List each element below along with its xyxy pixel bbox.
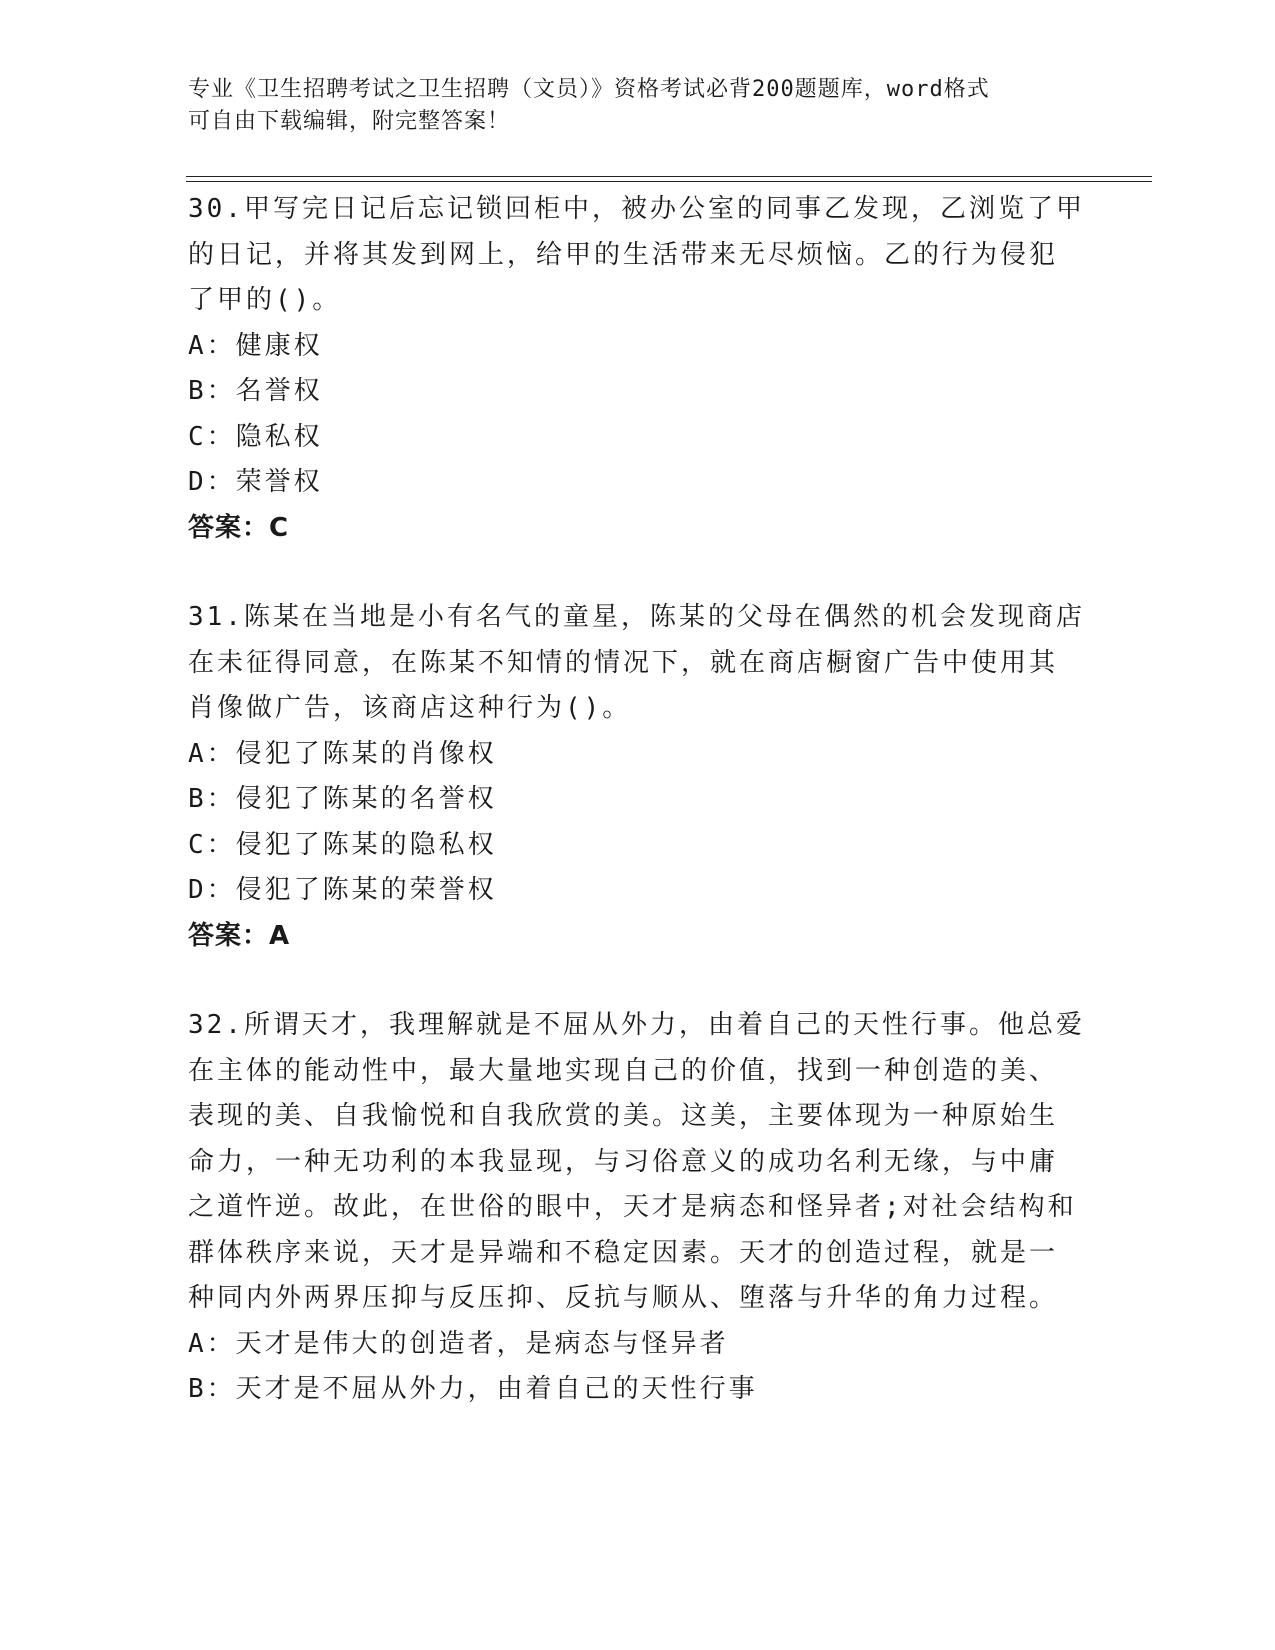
question-text-line: 的日记，并将其发到网上，给甲的生活带来无尽烦恼。乙的行为侵犯 bbox=[188, 239, 1059, 270]
question-text-line: 30.甲写完日记后忘记锁回柜中，被办公室的同事乙发现，乙浏览了甲 bbox=[188, 194, 1085, 224]
question-text-line: 31.陈某在当地是小有名气的童星，陈某的父母在偶然的机会发现商店 bbox=[188, 602, 1085, 632]
question-text-line: 种同内外两界压抑与反压抑、反抗与顺从、堕落与升华的角力过程。 bbox=[188, 1283, 1059, 1313]
header-divider-bottom bbox=[186, 181, 1152, 182]
question-text-line: 群体秩序来说，天才是异端和不稳定因素。天才的创造过程，就是一 bbox=[188, 1237, 1059, 1268]
answer-line: 答案：A bbox=[188, 920, 291, 951]
option-b: B：天才是不屈从外力，由着自己的天性行事 bbox=[188, 1374, 758, 1404]
question-text-line: 肖像做广告，该商店这种行为()。 bbox=[188, 693, 632, 723]
option-a: A：健康权 bbox=[188, 330, 323, 361]
option-d: D：荣誉权 bbox=[188, 467, 323, 497]
header-line-1: 专业《卫生招聘考试之卫生招聘（文员）》资格考试必背200题题库，word格式 bbox=[188, 77, 990, 102]
document-header bbox=[188, 74, 1068, 138]
question-text-line: 在未征得同意，在陈某不知情的情况下，就在商店橱窗广告中使用其 bbox=[188, 647, 1059, 678]
question-text-line: 表现的美、自我愉悦和自我欣赏的美。这美，主要体现为一种原始生 bbox=[188, 1101, 1059, 1131]
option-d: D：侵犯了陈某的荣誉权 bbox=[188, 875, 497, 905]
question-text-line: 命力，一种无功利的本我显现，与习俗意义的成功名利无缘，与中庸 bbox=[188, 1146, 1059, 1177]
question-text-line: 32.所谓天才，我理解就是不屈从外力，由着自己的天性行事。他总爱 bbox=[188, 1010, 1085, 1040]
question-text-line: 之道忤逆。故此，在世俗的眼中，天才是病态和怪异者;对社会结构和 bbox=[188, 1192, 1077, 1222]
option-a: A：天才是伟大的创造者，是病态与怪异者 bbox=[188, 1328, 729, 1359]
question-30 bbox=[188, 187, 1088, 551]
option-b: B：名誉权 bbox=[188, 376, 323, 406]
question-32 bbox=[188, 1003, 1088, 1413]
question-31 bbox=[188, 595, 1088, 959]
header-line-2: 可自由下载编辑，附完整答案！ bbox=[188, 109, 511, 134]
question-text-line: 在主体的能动性中，最大量地实现自己的价值，找到一种创造的美、 bbox=[188, 1055, 1059, 1086]
option-a: A：侵犯了陈某的肖像权 bbox=[188, 738, 497, 769]
header-divider-top bbox=[186, 176, 1152, 177]
question-text-line: 了甲的()。 bbox=[188, 285, 342, 315]
answer-line: 答案：C bbox=[188, 512, 290, 543]
option-c: C：侵犯了陈某的隐私权 bbox=[188, 829, 497, 860]
option-c: C：隐私权 bbox=[188, 421, 323, 452]
option-b: B：侵犯了陈某的名誉权 bbox=[188, 784, 497, 814]
